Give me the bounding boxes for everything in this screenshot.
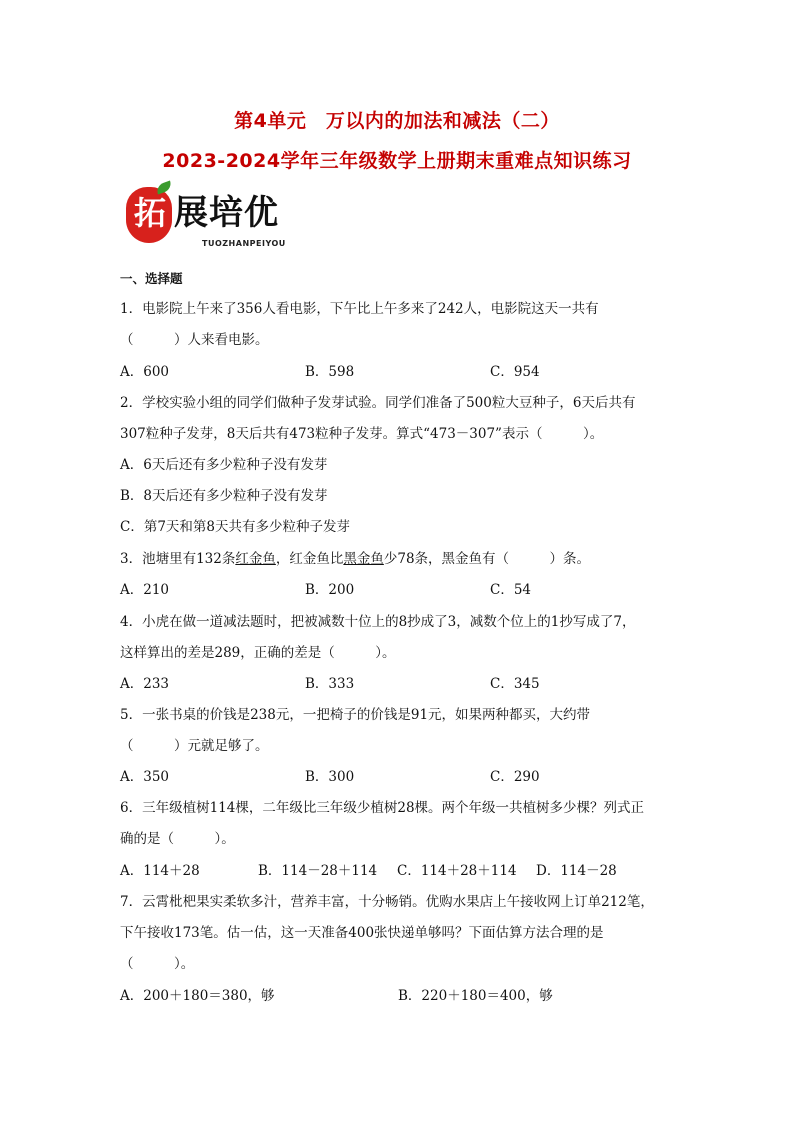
question-1-line-1: 1．电影院上午来了356人看电影，下午比上午多来了242人，电影院这天一共有 (120, 301, 599, 317)
question-1-line-2: （ ）人来看电影。 (120, 332, 269, 348)
question-3-option-c: C．54 (490, 582, 532, 598)
question-7-option-b: B．220＋180＝400，够 (398, 988, 553, 1004)
unit-title: 第4单元 万以内的加法和减法（二） (234, 110, 560, 132)
question-4-line-1: 4．小虎在做一道减法题时，把被减数十位上的8抄成了3，减数个位上的1抄写成了7， (120, 614, 636, 630)
question-5-option-b: B．300 (305, 769, 355, 785)
question-4-option-a: A．233 (120, 676, 170, 692)
question-3-underline-a: 红金鱼 (235, 551, 276, 567)
question-3-option-b: B．200 (305, 582, 355, 598)
question-5-line-1: 5．一张书桌的价钱是238元，一把椅子的价钱是91元，如果两种都买，大约带 (120, 707, 591, 723)
question-4-line-2: 这样算出的差是289，正确的差是（ ）。 (120, 645, 396, 661)
question-7-line-3: （ ）。 (120, 956, 195, 972)
logo-english: TUOZHANPEIYOU (202, 239, 286, 248)
question-2-option-a: A．6天后还有多少粒种子没有发芽 (120, 457, 328, 473)
question-4-option-c: C．345 (490, 676, 540, 692)
question-3-underline-b: 黑金鱼 (343, 551, 384, 567)
question-7-line-2: 下午接收173笔。估一估，这一天准备400张快递单够吗？下面估算方法合理的是 (120, 925, 604, 941)
question-2-line-2: 307粒种子发芽，8天后共有473粒种子发芽。算式“473－307”表示（ ）。 (120, 426, 604, 442)
question-1-option-a: A．600 (120, 364, 170, 380)
question-1-option-b: B．598 (305, 364, 355, 380)
question-6-option-d: D．114－28 (536, 863, 617, 879)
question-2-option-b: B．8天后还有多少粒种子没有发芽 (120, 488, 328, 504)
question-5-line-2: （ ）元就足够了。 (120, 738, 269, 754)
logo-char: 拓 (133, 194, 166, 232)
question-6-option-a: A．114＋28 (120, 863, 200, 879)
question-1-option-c: C．954 (490, 364, 540, 380)
question-6-line-2: 确的是（ ）。 (120, 831, 235, 847)
question-3-text-b: ，红金鱼比 (275, 551, 344, 567)
question-2-option-c: C．第7天和第8天共有多少粒种子发芽 (120, 519, 351, 535)
question-3-option-a: A．210 (120, 582, 170, 598)
question-3-text-c: 少78条，黑金鱼有（ ）条。 (383, 551, 591, 567)
exercise-title: 2023-2024学年三年级数学上册期末重难点知识练习 (162, 150, 632, 172)
question-5-option-c: C．290 (490, 769, 540, 785)
question-3-text-a: 3．池塘里有132条 (120, 551, 236, 567)
question-6-line-1: 6．三年级植树114棵，二年级比三年级少植树28棵。两个年级一共植树多少棵？列式正 (120, 800, 645, 816)
question-4-option-b: B．333 (305, 676, 355, 692)
logo-text: 展培优 (174, 193, 279, 233)
question-7-option-a: A．200＋180＝380，够 (120, 988, 275, 1004)
question-6-option-b: B．114－28＋114 (258, 863, 378, 879)
question-7-line-1: 7．云霄枇杷果实柔软多汁，营养丰富，十分畅销。优购水果店上午接收网上订单212笔， (120, 894, 654, 910)
brand-logo (126, 183, 306, 263)
question-3-line-1 (120, 550, 590, 568)
section-title: 一、选择题 (120, 271, 183, 286)
question-5-option-a: A．350 (120, 769, 170, 785)
question-2-line-1: 2．学校实验小组的同学们做种子发芽试验。同学们准备了500粒大豆种子，6天后共有 (120, 395, 636, 411)
question-6-option-c: C．114＋28＋114 (397, 863, 517, 879)
